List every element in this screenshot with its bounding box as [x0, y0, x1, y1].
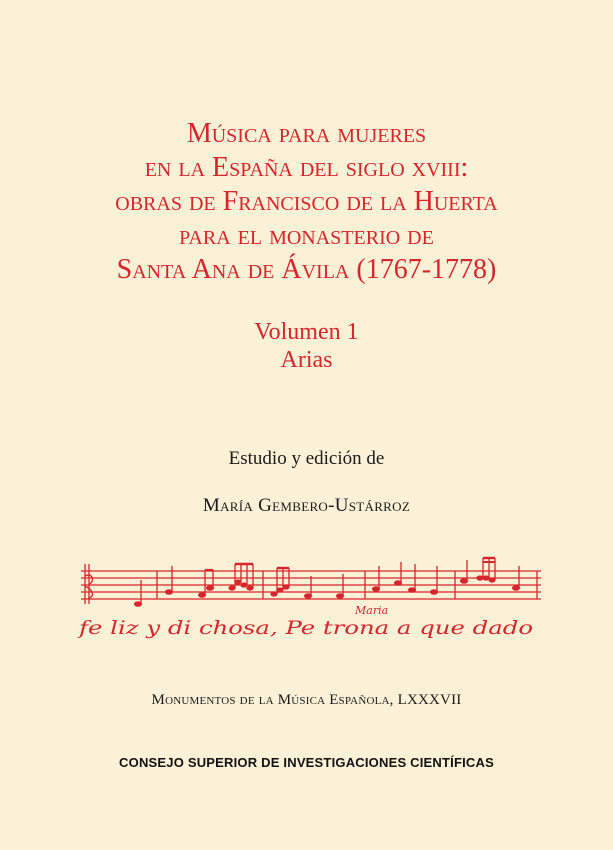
music-manuscript-image [75, 556, 545, 656]
volume-number: Volumen 1 [254, 319, 359, 345]
music-lyrics: fe liz y di chosa, Pe trona a que dado [76, 617, 533, 639]
music-staff-illustration [75, 556, 545, 656]
editor-label: Estudio y edición de [228, 448, 385, 469]
series-title: Monumentos de la Música Española, LXXXVII [151, 692, 462, 708]
title-line-1: Música para mujeres [186, 118, 427, 149]
title-line-3: obras de Francisco de la Huerta [115, 186, 498, 217]
music-annotation: Maria [355, 604, 389, 617]
book-title [0, 117, 613, 287]
title-line-2: en la España del siglo xviii: [144, 152, 469, 183]
volume-subtitle: Arias [280, 347, 333, 373]
title-line-4: para el monasterio de [179, 220, 434, 251]
volume-info [0, 318, 613, 374]
title-line-5: Santa Ana de Ávila (1767-1778) [116, 254, 497, 285]
publisher-name: CONSEJO SUPERIOR DE INVESTIGACIONES CIENTÍFICAS [119, 755, 494, 770]
editor-name: María Gembero-Ustárroz [202, 495, 411, 516]
